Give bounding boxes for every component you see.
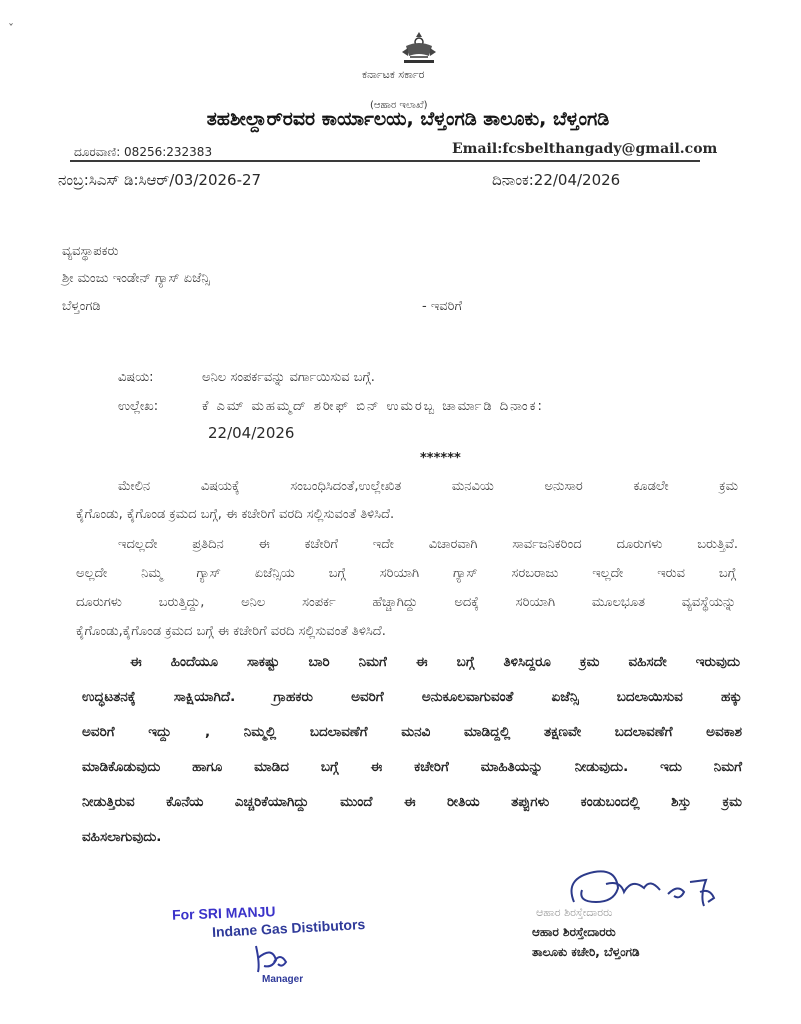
para3-line: ಮಾಡಿಕೊಡುವುದು ಹಾಗೂ ಮಾಡಿದ ಬಗ್ಗೆ ಈ ಕಚೇರಿಗೆ ಮಾಹಿತಿಯನ್ನು ನೀಡುವುದು. ಇದು ನಿಮಗೆ xyxy=(82,759,742,775)
officer-faint-stamp: ಆಹಾರ ಶಿರಸ್ತೇದಾರರು xyxy=(536,906,613,919)
officer-office: ತಾಲೂಕು ಕಚೇರಿ, ಬೆಳ್ತಂಗಡಿ xyxy=(532,945,640,959)
para2-line: ಇದಲ್ಲದೇ ಪ್ರತಿದಿನ ಈ ಕಚೇರಿಗೆ ಇದೇ ವಿಚಾರವಾಗಿ ಸಾರ್ವಜನಿಕರಿಂದ ದೂರುಗಳು ಬರುತ್ತಿವೆ. xyxy=(118,537,738,552)
recipient-line-1: ವ್ಯವಸ್ಥಾಪಕರು xyxy=(62,244,119,259)
phone-number: ದೂರವಾಣಿ: 08256:232383 xyxy=(74,145,213,159)
reference-text: ಕೆ ಎಮ್ ಮಹಮ್ಮದ್ ಶರೀಫ್ ಬಿನ್ ಉಮರಬ್ಬ ಚಾರ್ಮಾಡಿ ದಿನಾಂಕ: xyxy=(202,399,544,414)
reference-number: ನಂಬ್ರ:ಸಿಎಸ್‌ ಡಿ:ಸಿಆರ್/03/2026-27 xyxy=(58,171,262,189)
agency-stamp-line-1: For SRI MANJU xyxy=(171,903,276,923)
manager-signature-icon xyxy=(248,940,298,976)
para1-line: ಕೈಗೊಂಡು, ಕೈಗೊಂಡ ಕ್ರಮದ ಬಗ್ಗೆ, ಈ ಕಚೇರಿಗೆ ವರದಿ ಸಲ್ಲಿಸುವಂತೆ ತಿಳಿಸಿದೆ. xyxy=(76,507,395,522)
recipient-line-2: ಶ್ರೀ ಮಂಜು ಇಂಡೇನ್‌ ಗ್ಯಾಸ್‌ ಏಜೆನ್ಸಿ xyxy=(62,271,210,286)
agency-stamp-line-2: Indane Gas Distibutors xyxy=(211,916,366,940)
para2-line: ದೂರುಗಳು ಬರುತ್ತಿದ್ದು, ಅನಿಲ ಸಂಪರ್ಕ ಹೆಚ್ಚಾಗಿದ್ದು ಅದಕ್ಕೆ ಸರಿಯಾಗಿ ಮೂಲಭೂತ ವ್ಯವಸ್ಥೆಯನ್ನು xyxy=(76,595,736,610)
recipient-suffix: - ಇವರಿಗೆ xyxy=(422,299,463,314)
email-address: Email:fcsbelthangady@gmail.com xyxy=(452,141,718,157)
para3-line: ಅವರಿಗೆ ಇದ್ದು , ನಿಮ್ಮಲ್ಲಿ ಬದಲಾವಣೆಗೆ ಮನವಿ ಮಾಡಿದ್ದಲ್ಲಿ ತಕ್ಷಣವೇ ಬದಲಾವಣೆಗೆ ಅವಕಾಶ xyxy=(82,724,742,740)
para3-line: ಈ ಹಿಂದೆಯೂ ಸಾಕಷ್ಟು ಬಾರಿ ನಿಮಗೆ ಈ ಬಗ್ಗೆ ತಿಳಿಸಿದ್ದರೂ ಕ್ರಮ ವಹಿಸದೇ ಇರುವುದು xyxy=(130,654,740,670)
manager-label: Manager xyxy=(262,974,304,985)
para1-line: ಮೇಲಿನ ವಿಷಯಕ್ಕೆ ಸಂಬಂಧಿಸಿದಂತೆ,ಉಲ್ಲೇಖಿತ ಮನವಿಯ ಅನುಸಾರ ಕೂಡಲೇ ಕ್ರಮ xyxy=(118,479,738,494)
margin-tick: ˇ xyxy=(8,22,14,36)
para3-line: ವಹಿಸಲಾಗುವುದು. xyxy=(82,829,162,845)
para3-line: ನೀಡುತ್ತಿರುವ ಕೊನೆಯ ಎಚ್ಚರಿಕೆಯಾಗಿದ್ದು ಮುಂದೆ ಈ ರೀತಿಯ ತಪ್ಪುಗಳು ಕಂಡುಬಂದಲ್ಲಿ ಶಿಸ್ತು ಕ್ರಮ xyxy=(82,794,742,810)
reference-date: 22/04/2026 xyxy=(208,424,295,442)
recipient-line-3: ಬೆಳ್ತಂಗಡಿ xyxy=(62,299,101,314)
subject-text: ಅನಿಲ ಸಂಪರ್ಕವನ್ನು ವರ್ಗಾಯಿಸುವ ಬಗ್ಗೆ. xyxy=(202,370,375,385)
para3-line: ಉದ್ಧಟತನಕ್ಕೆ ಸಾಕ್ಷಿಯಾಗಿದೆ. ಗ್ರಾಹಕರು ಅವರಿಗೆ ಅನುಕೂಲವಾಗುವಂತೆ ಏಜೆನ್ಸಿ ಬದಲಾಯಿಸುವ ಹಕ್ಕು xyxy=(82,689,742,705)
separator: ****** xyxy=(420,451,461,466)
letter-date: ದಿನಾಂಕ:22/04/2026 xyxy=(492,171,621,189)
department-name: (ಆಹಾರ ಇಲಾಖೆ) xyxy=(370,100,428,111)
para2-line: ಅಲ್ಲದೇ ನಿಮ್ಮ ಗ್ಯಾಸ್ ಏಜೆನ್ಸಿಯ ಬಗ್ಗೆ ಸರಿಯಾಗಿ ಗ್ಯಾಸ್ ಸರಬರಾಜು ಇಲ್ಲದೇ ಇರುವ ಬಗ್ಗೆ xyxy=(76,566,736,581)
office-title: ತಹಶೀಲ್ದಾರ್‌ರವರ ಕಾರ್ಯಾಲಯ, ಬೆಳ್ತಂಗಡಿ ತಾಲೂಕು, ಬೆಳ್ತಂಗಡಿ xyxy=(206,108,610,130)
karnataka-emblem-icon xyxy=(396,30,442,68)
officer-title: ಆಹಾರ ಶಿರಸ್ತೇದಾರರು xyxy=(532,925,616,939)
header-divider xyxy=(70,160,700,162)
subject-label: ವಿಷಯ: xyxy=(118,370,154,385)
reference-label: ಉಲ್ಲೇಖ: xyxy=(118,399,159,414)
government-name: ಕರ್ನಾಟಕ ಸರ್ಕಾರ xyxy=(362,68,425,81)
para2-line: ಕೈಗೊಂಡು,ಕೈಗೊಂಡ ಕ್ರಮದ ಬಗ್ಗೆ ಈ ಕಚೇರಿಗೆ ವರದಿ ಸಲ್ಲಿಸುವಂತೆ ತಿಳಿಸಿದೆ. xyxy=(76,624,386,639)
